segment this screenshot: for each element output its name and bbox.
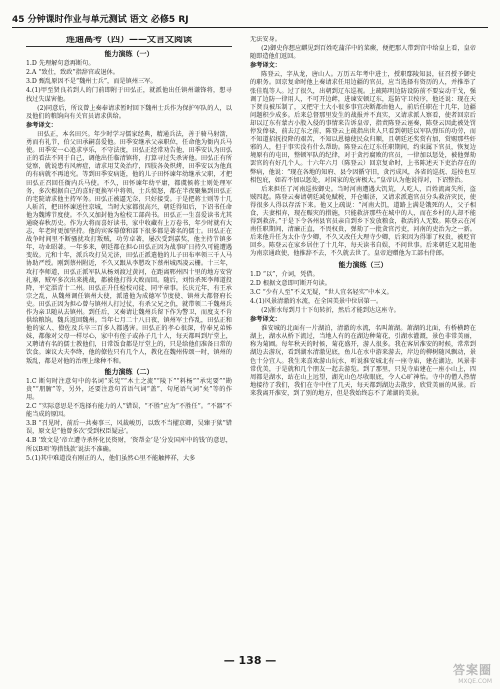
watermark-main: 答案圈 bbox=[452, 663, 492, 677]
page-header bbox=[12, 8, 488, 28]
left-column bbox=[26, 36, 232, 647]
watermark-sub: MXQE.COM bbox=[458, 678, 492, 685]
translation-paragraph: 后来担任了河南巡按御史。当时河南遭遇大饥荒，人吃人，百姓流离失所，盗贼四起。陈登云奏请朝廷减免赋税，开仓赈济，又请求派遣官员分头救济灾民，使得很多人得以存活下来。他又上疏说：“河南大饥，道路上满是饿死的人，父子相食，夫妻相弃，现在赈灾的措施，只能救济那些在城中的人，而在乡村的人却不能得到救济。”于是下令各州县官员亲自到乡下发放粮食，救活的人无数。陈登云在河南任职期间，清廉正直，不畏权贵，弹劾了一批贪官污吏，河南的吏治为之一新。后来他升任为太仆寺少卿，不久又改任大理寺少卿，后来因为得罪了权贵，被贬官回乡。陈登云在家乡居住了十几年，每天读书自娱，不问世事。后来朝廷又起用他为南京通政使，他推辞不去，不久就去世了。皇帝追赠他为工部右侍郎。 bbox=[250, 185, 476, 258]
answer-item: 5.(1)其中难道没有刚正的人，他们虽然心里不能触摔祥，大多 bbox=[26, 454, 196, 462]
section-title: 连通高考（四）——文言文阅读 bbox=[26, 36, 232, 47]
subsection-title-3: 能力演练（三） bbox=[338, 260, 388, 269]
reference-label: 参考译文： bbox=[250, 316, 281, 324]
answer-item: (2)同意后，所议曾上奏奉请求暂时回下魏州士兵作为保护军队的人，以及他们的粮饷向有关官员请求供给。 bbox=[26, 104, 232, 120]
answer-item: 4.(1)甲至贤良若到人的门前即附于田弘正，就派他出任镇州谦锋将，想寻找过失谋害他。 bbox=[26, 87, 232, 103]
answer-item: 2.D 根据文意即可断开句读。 bbox=[250, 279, 331, 287]
subsection-title-1: 能力演练（一） bbox=[104, 50, 154, 59]
answer-item: 3.D 甄乱原因不是“魏州士兵”，而是镇州三军。 bbox=[26, 78, 157, 86]
answer-item: 2.C “实际意思是不选择有能力的人”错误，“不胜”应为“不胜任”。“不器”不能当成的原因。 bbox=[26, 403, 232, 419]
answer-item: (2)浙水每到月十下旬转折，然后才能到达这座寺。 bbox=[261, 307, 400, 314]
reference-label: 参考译文： bbox=[250, 62, 281, 70]
answer-item: 2.A “致仕，致政”指辞官或退休。 bbox=[26, 69, 119, 77]
watermark-logo bbox=[453, 661, 492, 685]
answer-item: 1.D “以”，介词，凭借。 bbox=[250, 270, 319, 278]
answer-item: (2)御史你想应麒见到百姓吃蒲洋中的菜蕨，便把那人带到宫中给皇上看，皇帝随即造他们返回。 bbox=[250, 45, 476, 61]
answer-item: 1.D 先理解句意再断句。 bbox=[26, 60, 95, 68]
page-number: — 138 — bbox=[223, 654, 277, 667]
answer-item: 无法安身。 bbox=[250, 36, 281, 43]
translation-paragraph: 淮安城的北面有一片湖泊，清澈的水流，名叫萧湖。萧湖的北面，有桥横跨在湖上，湖水从桥下流过，当地人有的在湖边种菊花，引湖水灌溉，景色非常美丽，称为菊圃。每年秋天的时候，菊花盛开，游人很多。我在客居淮安的时候，常常到湖边去游玩，看到湖水清澈见底，鱼儿在水中游来游去，岸边的柳树随风飘动，景色十分宜人。我生来喜欢游山玩水，听说淮安城北有一座寺庙，建在湖边，风景非常优美，于是就和几个朋友一起去游览。到了那里，只见寺庙建在一座小山上，四周都是湖水，站在山上远望，湖光山色尽收眼底，令人心旷神怡。寺中的僧人热情地接待了我们，我们在寺中住了几天，每天都到湖边去散步，欣赏美丽的风景。后来我离开淮安，到了别的地方，但是我始终忘不了萧湖的美景。 bbox=[250, 325, 476, 397]
header-text: 45 分钟课时作业与单元测试 语文 必修5 RJ bbox=[12, 14, 189, 25]
answer-item: 1.C 断句时注意句中的名词“采宪”“木土之流”“陵下”“料杨”“承宪要”“勘贵”“朋腑”等，另外，还要注意句首语气词“盖”、句尾语气词“矣”等的作用。 bbox=[26, 377, 232, 401]
answer-item: 3.B “召见时，前后一共奏事三，风裁峻历，以致不当擢京卿，吴臻于狱”错误，原文是“他曾多次‘受到权臣疑忌’。 bbox=[26, 420, 232, 436]
reference-label: 参考译文： bbox=[26, 121, 57, 129]
answer-item: 4.(1)风景清澈的水流，在全国美景中位居第一。 bbox=[250, 297, 383, 305]
subsection-title-2: 能力演练（二） bbox=[104, 367, 154, 376]
answer-item: 4.B ‘致文是’帝立遭寺杀怀化民资财，‘资帮金’是‘分发国库中的钱’的意思，所以B项‘筹措钱款’说法不准确。 bbox=[26, 437, 232, 453]
header-rule bbox=[12, 27, 488, 28]
translation-paragraph: 陈登云，字从龙，唐山人。万历五年考中进士，授职鄢陵知县，征召授予御史的职务。回京复命时他上奏请求任用边疆的官员，应当选择有资历的人，并推举了张佳胤等人。过了很久，出朝到辽东巡视。上疏陈明边防设防前不要妄动干戈，强调了边防一律用人，不可开边衅，进谏安顿辽东，巡防守卫按序，他还说：现在天下贤良被压制了，又把守土大小很多事宜决断都由他人，前后任职在十几年，边疆问题积少成多。后来总督那里发生的战报并不真实，又请求派人察看，使者回京后却以辽东有蒙古小股入侵的事情来告诉皇帝，指责陈登云诬奏，陈登云因此被处罚停发俸禄，前去辽东之前，陈登云上疏指出世人只看到朝廷以军队弹压的功劳，而不知道招抚投降的艰苦，不知以恩德使民众归顺，且朝廷还奖赏有加，赏赐那些奸邪的人，但于事实没有什么帮助。陈登云在辽东任职期间，约束属下官员，恢复边境原有的屯田，整顿军队的纪律，对于贪污腐败的官员，一律加以惩处，被他弹劾罢官的有好几个人。十六年六月（陈登云）回京复命时，上书陈述天下吏治存在的弊病，他说：“现在各地的知府、县令因循守旧，贪污成风，各省的巡抚、巡按也互相包庇，如若不加以惩处，对国家的危害极大。”皇帝认为他说得对，下诏整治。 bbox=[250, 71, 476, 184]
answer-item: 3.C “少有人至”不义无疑，“世人宜名轻实”中本义。 bbox=[250, 288, 393, 296]
translation-paragraph: 田弘正，本名田兴。年少时学习儒家经典，精通兵法，善于骑马射箭，勇而有礼节，伯父田承嗣喜爱他。田季安继承父亲职位，任命他为衙内兵马使。田季安一心追求享乐，不守法度，田弘正经常劝告他，田季安认为田弘正的看法不同于自己，调他出任临清镇将，打算寻过失杀害他。田弘正有所觉察，就说患有风痹症，请求用艾灸治疗，四肢各灸炽烤，田季安以为他真的有病就不再追究。等到田季安病逝，他的儿子田怀谏年幼继承父职，才把田弘正召回任衙内兵马使。不久，田怀谏年幼平庸，都虞候蒋士则处理军务，多次根据自己的喜好更换军中将领，士兵愤怒，都在半夜聚集到田弘正的宅院请求他主持军务。田弘正被逼无奈，只好接受。于是把蒋士则等十几人斩首，把田怀谏送往京城，当时大家都很高兴，朝廷得知后，下诏书任命他为魏博节度使。不久又加封他为检校工部尚书。田弘正一生喜爱读书尤其通晓春秋历史。作为大将而喜好读书，家中收藏有上万卷书，年少时就有大志，年老时更加坚持。他的宾客幕僚和部下很多都是著名的儒士。田弘正在战争时间里不断骚扰攻打叛贼，功劳卓著，屡次受到嘉奖，他主持节镇多年，功业昭著。一年多来，朝廷都在担心田弘正因为战事旷日持久可能遭遇变故。元和十年，派兵攻打吴元济，田弘正派遣他的儿子田布率领三千人马协助严绶。刚到蔡州附近，不久又跟从李愬攻下蔡州城西凌云栅。十三年，攻打李师道，田弘正派军队从杨刘渡过黄河，在距离郓州四十里的地方安营扎寨，贼军多次出来挑战，都被他打得大败而回。随后，刘悟杀死李师道投降，平定淄青十二州。田弘正升任检校司徒、同平章事。长庆元年，有王承宗之乱，从魏州调任镇州大使，派遣他为成德军节度使、镇州大都督府长史。田弘正因为担心曾与镇州人打过仗，有杀父兄之仇，就带领二千魏州兵作为亲卫随从去镇州。到任后，又奏请让魏州兵留下作为警卫，而度支不肯供给粮饷。魏兵返回魏州。当年七月二十八日夜，镇州军士作乱，田弘正和他的家人、僚佐及兵卒三百多人都遇害。田弘正的孝心很深，侍奉兄弟姊妹，都像对父母一样尽心，家中有侄子或孙子几十人，每天都叫到厅堂上，又聘请有名的儒士教他们，日常饭食都是厅堂上的，只是给他们准备日常的饮食。谏议大夫李绛，他的僚佐只有几个人，教化在魏州传颂一时，镇州的叛乱，都是对他的治理上缘种不和。 bbox=[26, 130, 232, 365]
right-column bbox=[250, 36, 476, 647]
